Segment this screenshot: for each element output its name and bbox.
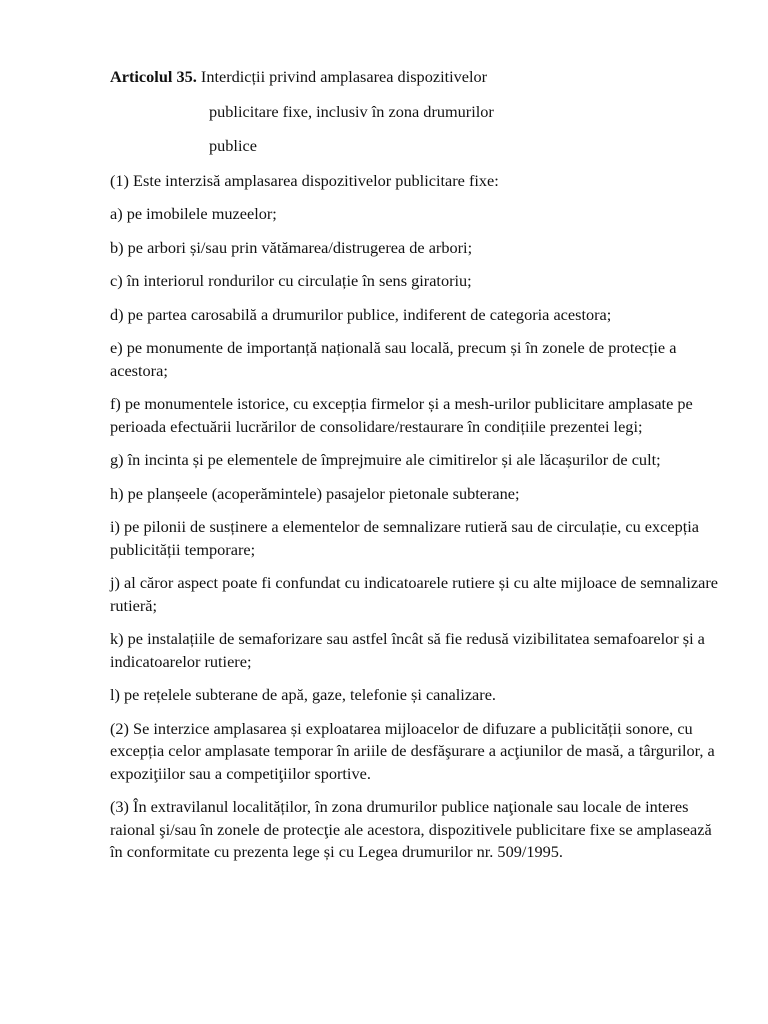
list-item-d: d) pe partea carosabilă a drumurilor publice, indiferent de categoria acestora; — [110, 304, 612, 324]
paragraph-2: (2) Se interzice amplasarea și exploatarea mijloacelor de difuzare a publicității sonore, cu excepția celor amplasate temporar în ariile de desfăşurare a acţiunilor de masă, a târgurilor, a expoziţiilor sau a competiţiilor sportive. — [110, 718, 715, 783]
list-item-i: i) pe pilonii de susținere a elementelor de semnalizare rutieră sau de circulație, cu excepția publicității temporare; — [110, 517, 700, 559]
list-item-e: e) pe monumente de importanță națională sau locală, precum și în zonele de protecție a acestora; — [110, 338, 677, 380]
article-title-line-3: publice — [209, 136, 257, 155]
list-item-a: a) pe imobilele muzeelor; — [110, 204, 277, 223]
list-item-c: c) în interiorul rondurilor cu circulație în sens giratoriu; — [110, 271, 472, 290]
list-item-f: f) pe monumentele istorice, cu excepția firmelor și a mesh-urilor publicitare amplasate pe perioada efectuării lucrărilor de consolidare/restaurare în condițiile prezentei legi; — [110, 394, 693, 436]
list-item-g: g) în incinta și pe elementele de împrejmuire ale cimitirelor și ale lăcașurilor de cult; — [110, 450, 661, 469]
list-item-j: j) al căror aspect poate fi confundat cu indicatoarele rutiere și cu alte mijloace de semnalizare rutieră; — [110, 573, 718, 615]
list-item-b: b) pe arbori și/sau prin vătămarea/distrugerea de arbori; — [110, 237, 473, 257]
article-title-line-2: publicitare fixe, inclusiv în zona drumurilor — [209, 101, 494, 121]
article-title-line-1: Interdicții privind amplasarea dispozitivelor — [200, 67, 488, 86]
paragraph-3: (3) În extravilanul localităților, în zona drumurilor publice naţionale sau locale de interes raional şi/sau în zonele de protecţie ale acestora, dispozitivele publicitare fixe se amplasează în conformitate cu prezenta lege și cu Legea drumurilor nr. 509/1995. — [110, 797, 712, 861]
article-heading — [110, 66, 720, 89]
list-item-k: k) pe instalațiile de semaforizare sau astfel încât să fie redusă vizibilitatea semafoarelor și a indicatoarelor rutiere; — [110, 629, 705, 671]
paragraph-1: (1) Este interzisă amplasarea dispozitivelor publicitare fixe: — [110, 170, 499, 190]
article-number: Articolul 35. — [110, 67, 197, 86]
document-page — [110, 66, 720, 875]
list-item-h: h) pe planșeele (acoperămintele) pasajelor pietonale subterane; — [110, 483, 520, 503]
list-item-l: l) pe rețelele subterane de apă, gaze, telefonie și canalizare. — [110, 685, 496, 704]
